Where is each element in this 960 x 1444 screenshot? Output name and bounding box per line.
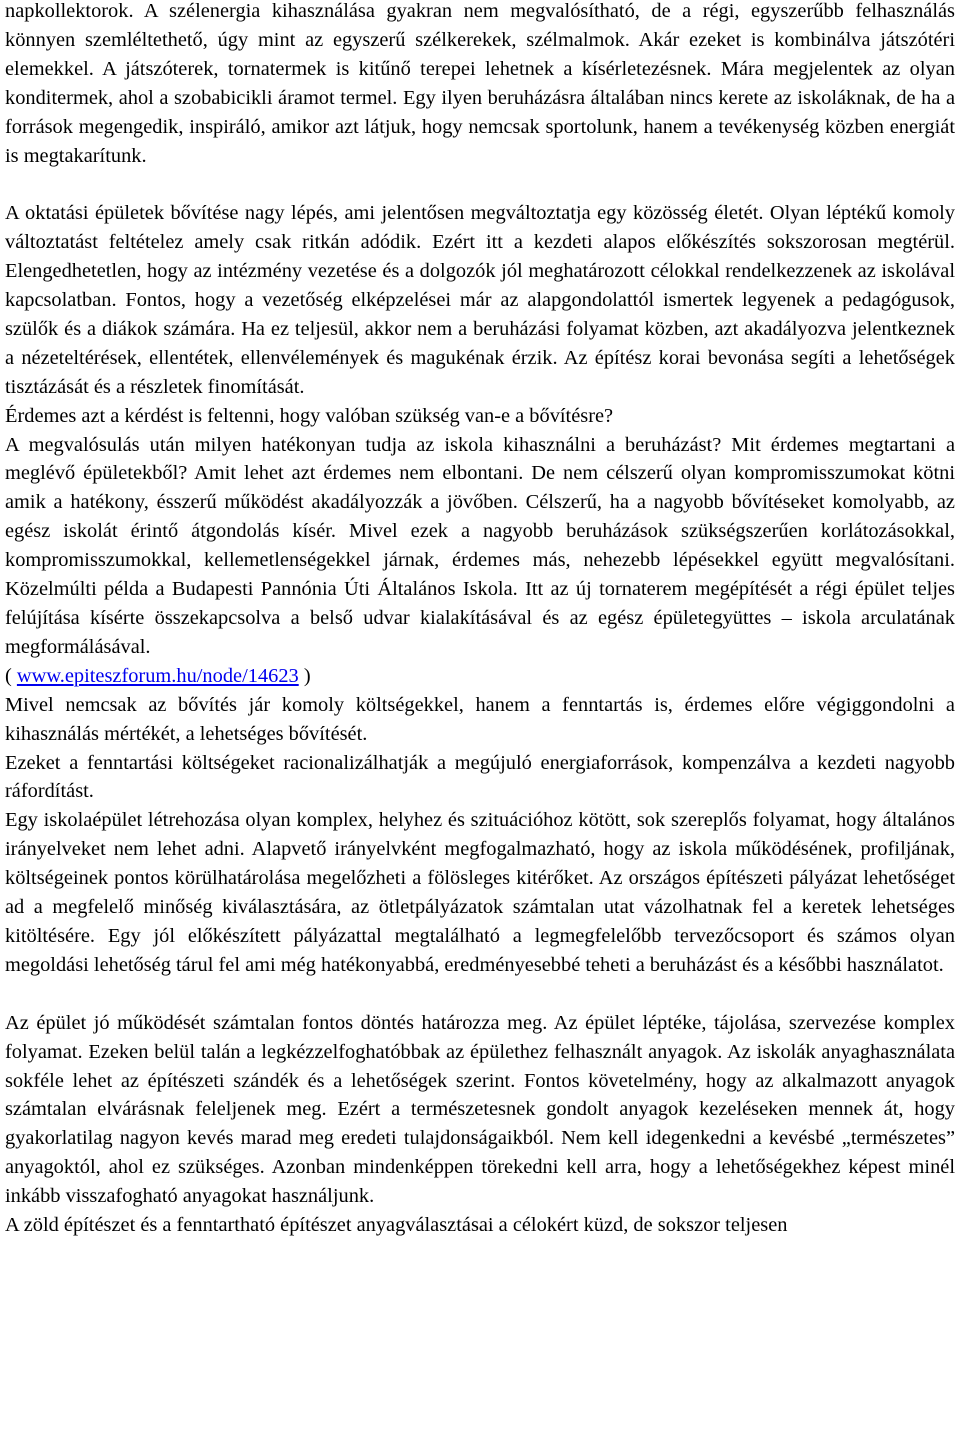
paragraph-efficiency: A megvalósulás után milyen hatékonyan tudja az iskola kihasználni a beruházást? Mit érdemes megtartani a meglévő épületekből? Amit lehet azt érdemes nem elbontani. De nem célszerű olyan kompromisszumokat kötni amik a hatékony, ésszerű működést akadályozzák a jövőben. Célszerű, ha a nagyobb bővítéseket komolyabb, az egész iskolát érintő átgondolás kísér. Mivel ezek a nagyobb beruházások szükségszerűen korlátozásokkal, kompromisszumokkal, kellemetlenségekkel járnak, érdemes más, nehezebb lépésekkel együtt megvalósítani. Közelmúlti példa a Budapesti Pannónia Úti Általános Iskola. Itt az új tornaterem megépítését a régi épület teljes felújítása kísérte összekapcsolva a belső udvar kialakításával és az egész épületegyüttes – iskola arculatának megformálásával. [5, 433, 955, 658]
reference-link[interactable]: www.epiteszforum.hu/node/14623 [16, 664, 299, 687]
paragraph-maintenance-costs: Mivel nemcsak az bővítés jár komoly költségekkel, hanem a fenntartás is, érdemes előre végiggondolni a kihasználás mértékét, a lehetséges bővítését. [5, 693, 955, 745]
paragraph-renewable-examples: napkollektorok. A szélenergia kihasználása gyakran nem megvalósítható, de a régi, egyszerűbb felhasználás könnyen szemléltethető, úgy mint az egyszerű szélkerekek, szélmalmok. Akár ezeket is kombinálva játszótéri elemekkel. A játszóterek, tornatermek is kitűnő terepei lehetnek a kísérletezésnek. Mára megjelentek az olyan konditermek, ahol a szobabicikli áramot termel. Egy ilyen beruházásra általában nincs kerete az iskoláknak, de ha a források megengedik, inspiráló, amikor azt látjuk, hogy nemcsak sportolunk, hanem a tevékenység közben energiát is megtakarítunk. [5, 0, 955, 167]
paragraph-question-need: Érdemes azt a kérdést is feltenni, hogy valóban szükség van-e a bővítésre? [5, 404, 614, 427]
paragraph-green-architecture: A zöld építészet és a fenntartható építészet anyagválasztásai a célokért küzd, de sokszor teljesen [5, 1214, 788, 1237]
paragraph-school-creation: Egy iskolaépület létrehozása olyan komplex, helyhez és szituációhoz kötött, sok szereplős folyamat, hogy általános irányelveket nem lehet adni. Alapvető irányelvként megfogalmazható, hogy az iskola működésének, profiljának, költségeinek pontos körülhatárolása megelőzheti a fölösleges kitérőket. Az országos építészeti pályázat lehetőséget ad a megfelelő minőség kiválasztására, az ötletpályázatok számtalan utat vázolhatnak fel a keretek lehetséges kitöltésére. Egy jól előkészített pályázattal megtalálható a legmegfelelőbb tervezőcsoport és számos olyan megoldási lehetőség tárul fel ami még hatékonyabbá, eredményesebbé teheti a beruházást és a későbbi használatot. [5, 809, 955, 976]
paragraph-materials: Az épület jó működését számtalan fontos döntés határozza meg. Az épület léptéke, tájolása, szervezése komplex folyamat. Ezeken belül talán a legkézzelfoghatóbbak az épülethez felhasznált anyagok. Az iskolák anyaghasználata sokféle lehet az építészeti szándék és a lehetőségek szerint. Fontos követelmény, hogy az alkalmazott anyagok számtalan elvárásnak feleljenek meg. Ezért a természetesnek gondolt anyagok kezeléseken mennek át, hogy gyakorlatilag nagyon kevés marad meg eredeti tulajdonságaikból. Nem kell idegenkedni a kevésbé „természetes” anyagoktól, ahol ez szükséges. Azonban mindenképpen törekedni kell arra, hogy a lehetőségekhez képest minél inkább visszafogható anyagokat használjunk. [5, 1011, 955, 1208]
reference-open-paren: ( [5, 664, 17, 687]
reference-line [5, 662, 955, 691]
paragraph-building-expansion: A oktatási épületek bővítése nagy lépés, ami jelentősen megváltoztatja egy közösség életét. Olyan léptékű komoly változtatást feltételez amely csak ritkán adódik. Ezért itt a kezdeti alapos előkészítés sokszorosan megtérül. Elengedhetetlen, hogy az intézmény vezetése és a dolgozók jól meghatározott célokkal rendelkezzenek az iskolával kapcsolatban. Fontos, hogy a vezetőség elképzelései már az alapgondolattól ismertek legyenek a pedagógusok, szülők és a diákok számára. Ha ez teljesül, akkor nem a beruházási folyamat közben, azt akadályozva jelentkeznek a nézeteltérések, ellentétek, ellenvélemények és magukénak érzik. Az építész korai bevonása segíti a lehetőségek tisztázását és a részletek finomítását. [5, 202, 955, 398]
reference-close-paren: ) [298, 664, 311, 687]
document-page [5, 0, 955, 1240]
paragraph-spacer [5, 170, 955, 199]
paragraph-spacer [5, 980, 955, 1009]
paragraph-renewable-compensation: Ezeket a fenntartási költségeket racionalizálhatják a megújuló energiaforrások, kompenzálva a kezdeti nagyobb ráfordítást. [5, 751, 955, 803]
